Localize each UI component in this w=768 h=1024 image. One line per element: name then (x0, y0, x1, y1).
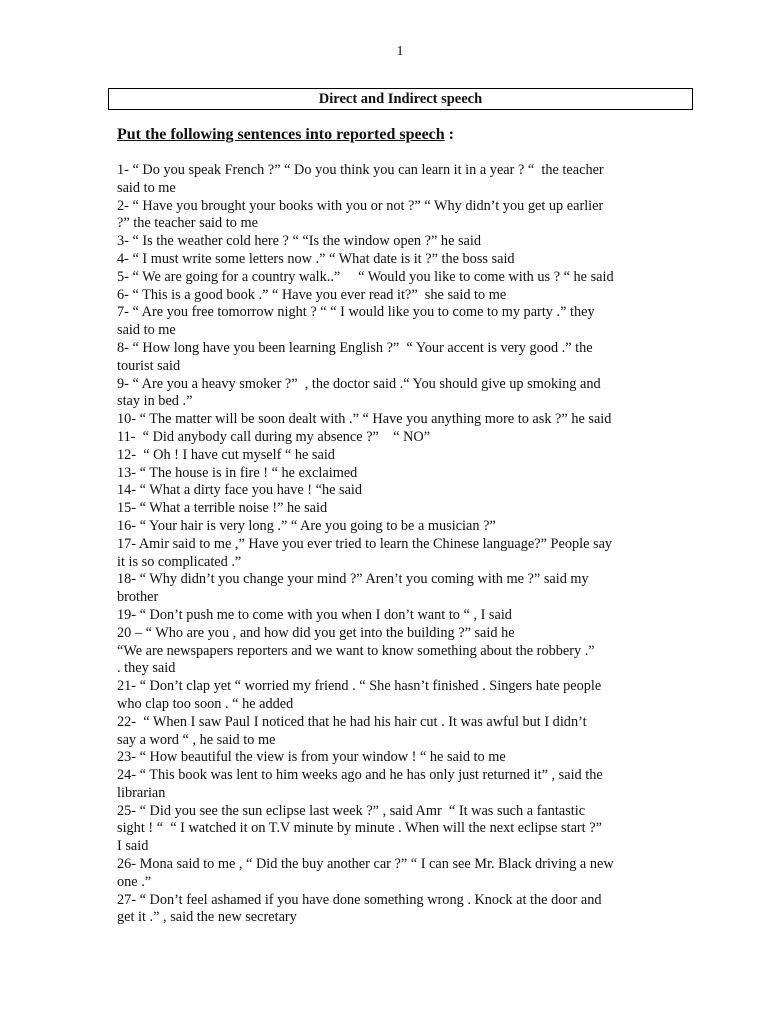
sentence-line: “We are newspapers reporters and we want to know something about the robbery .” (117, 642, 595, 659)
sentence-line: 25- “ Did you see the sun eclipse last week ?” , said Amr “ It was such a fantastic (117, 802, 586, 819)
sentence-line: 24- “ This book was lent to him weeks ago and he has only just returned it” , said the (117, 767, 603, 784)
sentence-line: ?” the teacher said to me (117, 215, 258, 232)
sentence-line: 14- “ What a dirty face you have ! “he said (117, 482, 363, 499)
sentence-line: 21- “ Don’t clap yet “ worried my friend . “ She hasn’t finished . Singers hate people (117, 678, 602, 695)
instruction-heading (117, 125, 454, 145)
sentence-line: said to me (117, 322, 176, 339)
page-number: 1 (396, 44, 404, 59)
sentence-line: librarian (117, 784, 166, 801)
sentence-line: 3- “ Is the weather cold here ? “ “Is the window open ?” he said (117, 233, 482, 250)
sentence-line: say a word “ , he said to me (117, 731, 276, 748)
sentence-line: 16- “ Your hair is very long .” “ Are you going to be a musician ?” (117, 517, 496, 534)
instruction-text: Put the following sentences into reported speech (117, 126, 445, 143)
sentence-line: 4- “ I must write some letters now .” “ What date is it ?” the boss said (117, 250, 515, 267)
sentence-line: 10- “ The matter will be soon dealt with .” “ Have you anything more to ask ?” he said (117, 411, 612, 428)
sentence-line: 11- “ Did anybody call during my absence ?” “ NO” (117, 428, 431, 445)
sentence-line: it is so complicated .” (117, 553, 242, 570)
sentence-line: I said (117, 838, 149, 855)
sentence-line: said to me (117, 179, 176, 196)
sentence-line: tourist said (117, 357, 181, 374)
sentence-line: 22- “ When I saw Paul I noticed that he had his hair cut . It was awful but I didn’t (117, 713, 587, 730)
page-title: Direct and Indirect speech (108, 88, 693, 110)
sentence-line: 17- Amir said to me ,” Have you ever tried to learn the Chinese language?” People say (117, 535, 613, 552)
sentence-line: 7- “ Are you free tomorrow night ? “ “ I would like you to come to my party .” they (117, 304, 595, 321)
sentence-line: 19- “ Don’t push me to come with you when I don’t want to “ , I said (117, 606, 512, 623)
sentence-line: 5- “ We are going for a country walk..” “ Would you like to come with us ? “ he said (117, 268, 614, 285)
sentence-line: . they said (117, 660, 176, 677)
sentence-line: one .” (117, 873, 152, 890)
sentence-line: 8- “ How long have you been learning English ?” “ Your accent is very good .” the (117, 339, 593, 356)
sentence-line: get it .” , said the new secretary (117, 909, 297, 926)
sentence-line: brother (117, 589, 159, 606)
sentence-line: who clap too soon . “ he added (117, 695, 294, 712)
sentence-line: 15- “ What a terrible noise !” he said (117, 500, 328, 517)
sentence-line: 27- “ Don’t feel ashamed if you have done something wrong . Knock at the door and (117, 891, 602, 908)
sentence-line: 23- “ How beautiful the view is from your window ! “ he said to me (117, 749, 506, 766)
sentence-line: stay in bed .” (117, 393, 193, 410)
sentence-line: 13- “ The house is in fire ! “ he exclaimed (117, 464, 358, 481)
sentence-list (117, 162, 687, 927)
sentence-line: 1- “ Do you speak French ?” “ Do you think you can learn it in a year ? “ the teacher (117, 162, 604, 178)
sentence-line: 18- “ Why didn’t you change your mind ?” Aren’t you coming with me ?” said my (117, 571, 589, 588)
sentence-line: 2- “ Have you brought your books with you or not ?” “ Why didn’t you get up earlier (117, 197, 604, 214)
sentence-line: 6- “ This is a good book .” “ Have you ever read it?” she said to me (117, 286, 507, 303)
sentence-line: 9- “ Are you a heavy smoker ?” , the doctor said .“ You should give up smoking and (117, 375, 601, 392)
sentence-line: 20 – “ Who are you , and how did you get into the building ?” said he (117, 624, 515, 641)
sentence-line: 12- “ Oh ! I have cut myself “ he said (117, 446, 335, 463)
sentence-line: 26- Mona said to me , “ Did the buy another car ?” “ I can see Mr. Black driving a new (117, 856, 614, 873)
instruction-colon: : (444, 126, 454, 143)
sentence-line: sight ! “ “ I watched it on T.V minute by minute . When will the next eclipse start ?” (117, 820, 602, 837)
